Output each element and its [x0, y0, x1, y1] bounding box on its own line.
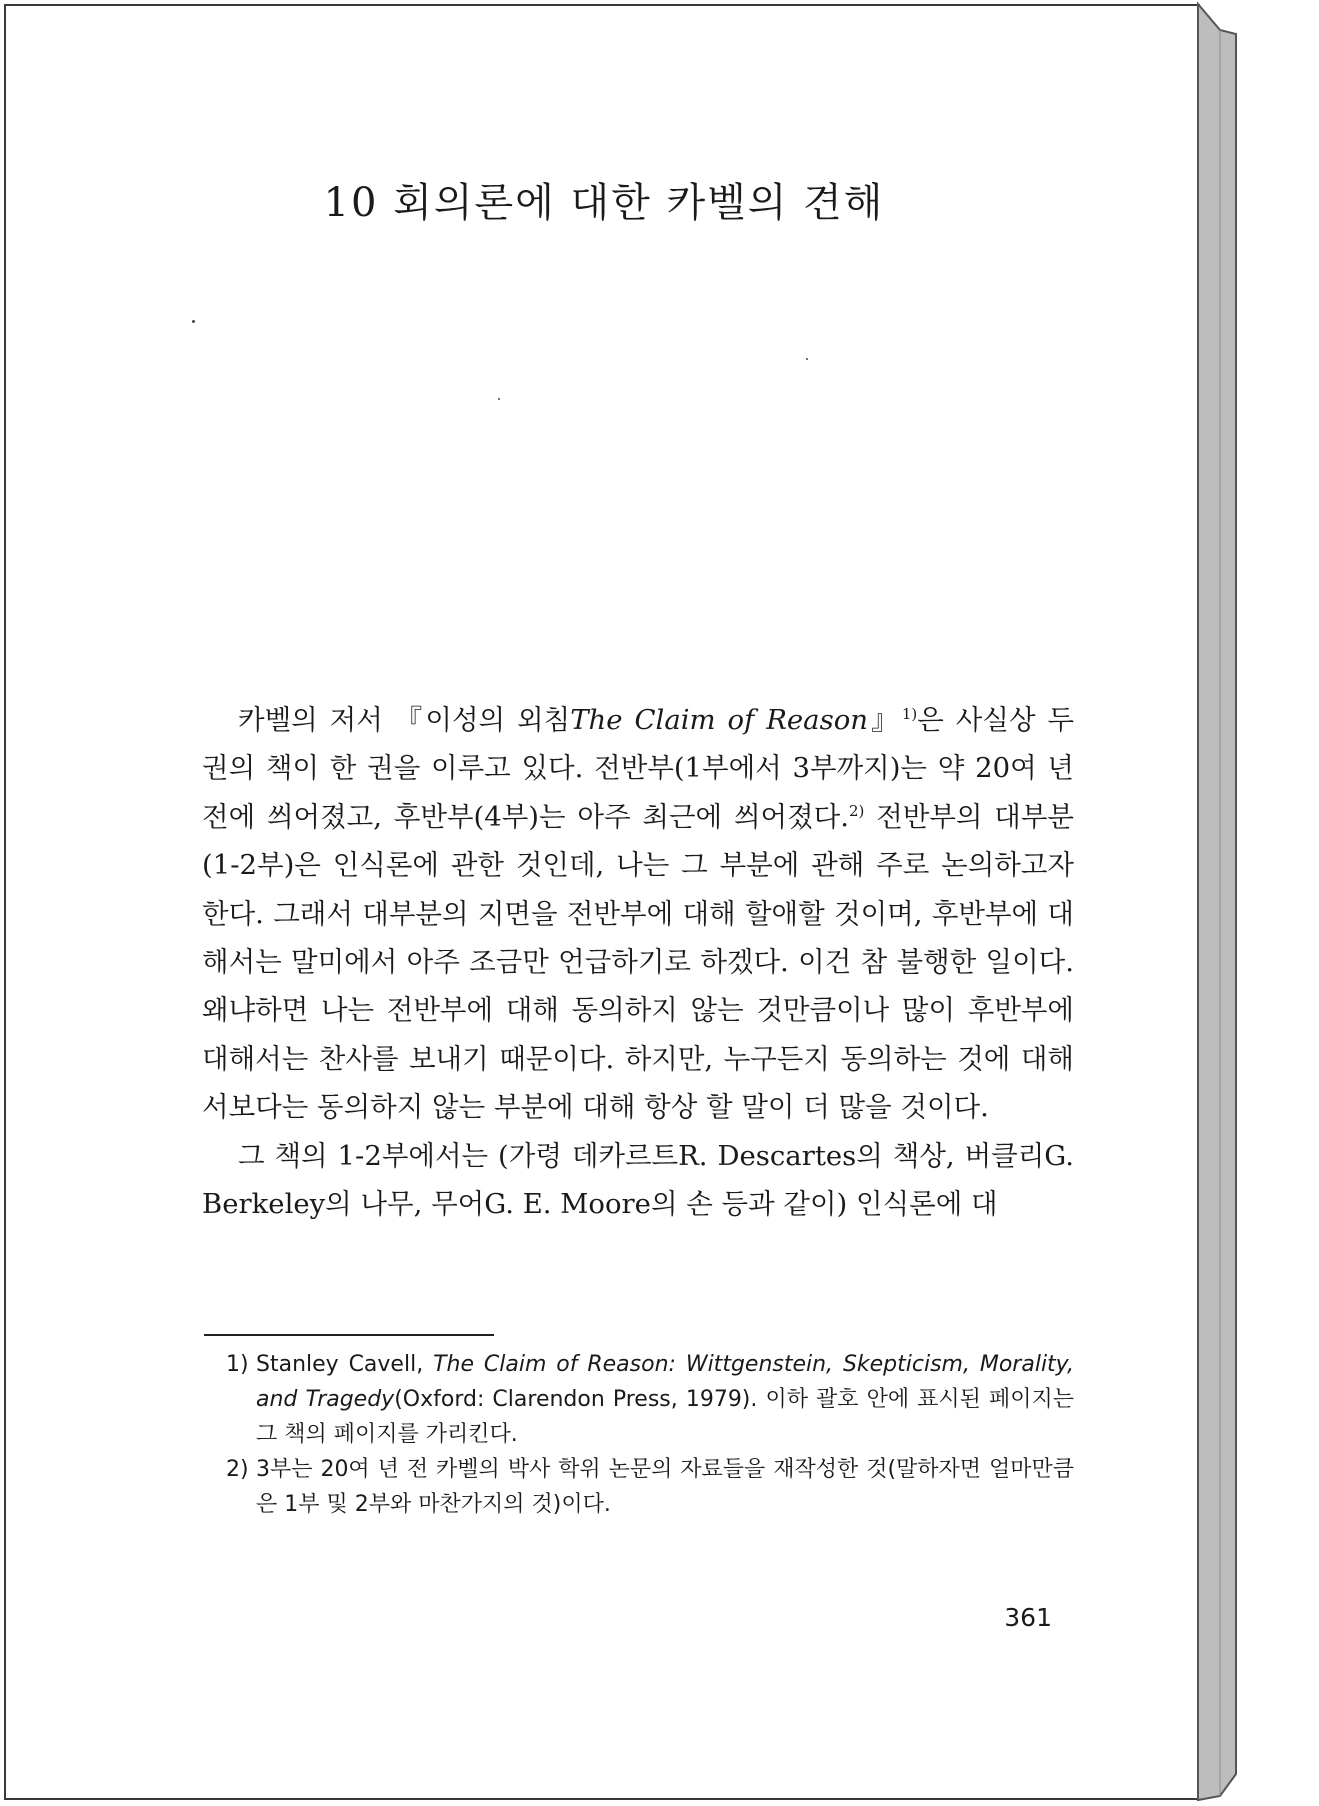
- footnote-number: 1): [226, 1352, 249, 1377]
- chapter-title: 10 회의론에 대한 카벨의 견해: [323, 180, 885, 226]
- book-title: The Claim of Reason: Wittgenstein, Skepticism, Morality, and Tragedy: [256, 1352, 1074, 1412]
- footnote: [226, 1452, 1074, 1522]
- footnote-text: 3부는 20여 년 전 카벨의 박사 학위 논문의 자료들을 재작성한 것(말하자면 얼마만큼은 1부 및 2부와 마찬가지의 것)이다.: [256, 1457, 1074, 1517]
- book-title: The Claim of Reason: [570, 704, 868, 736]
- scan-speck: [192, 320, 195, 323]
- footnote-ref[interactable]: 2): [848, 801, 865, 820]
- scan-speck: [806, 358, 808, 360]
- footnote-divider: [204, 1334, 494, 1336]
- footnote-number: 2): [226, 1457, 249, 1482]
- footnotes: [226, 1347, 1074, 1522]
- book-page: [4, 4, 1200, 1800]
- body-text: [202, 696, 1074, 1228]
- paragraph: 그 책의 1-2부에서는 (가령 데카르트R. Descartes의 책상, 버클리G. Berkeley의 나무, 무어G. E. Moore의 손 등과 같이) 인식론에 대: [202, 1139, 1074, 1221]
- footnote-text: Stanley Cavell, The Claim of Reason: Wittgenstein, Skepticism, Morality, and Tragedy(Oxford: Clarendon Press, 1979). 이하 괄호 안에 표시된 페이지는 그 책의 페이지를 가리킨다.: [256, 1352, 1075, 1447]
- footnote-ref[interactable]: 1): [901, 705, 918, 723]
- page-number: 361: [1004, 1603, 1052, 1632]
- scan-speck: [498, 398, 500, 400]
- book-edge-shape: [1198, 4, 1238, 1800]
- paragraph: 카벨의 저서 『이성의 외침The Claim of Reason』$^{1)}$은 사실상 두 권의 책이 한 권을 이루고 있다. 전반부(1부에서 3부까지)는 약 20여 년 전에 씌어졌고, 후반부(4부)는 아주 최근에 씌어졌다.$^{2)}$ 전반부의 대부분(1-2부)은 인식론에 관한 것인데, 나는 그 부분에 관해 주로 논의하고자 한다. 그래서 대부분의 지면을 전반부에 대해 할애할 것이며, 후반부에 대해서는 말미에서 아주 조금만 언급하기로 하겠다. 이건 참 불행한 일이다. 왜냐하면 나는 전반부에 대해 동의하지 않는 것만큼이나 많이 후반부에 대해서는 찬사를 보내기 때문이다. 하지만, 누구든지 동의하는 것에 대해서보다는 동의하지 않는 부분에 대해 항상 할 말이 더 많을 것이다.: [202, 704, 1075, 1124]
- footnote: [226, 1347, 1074, 1452]
